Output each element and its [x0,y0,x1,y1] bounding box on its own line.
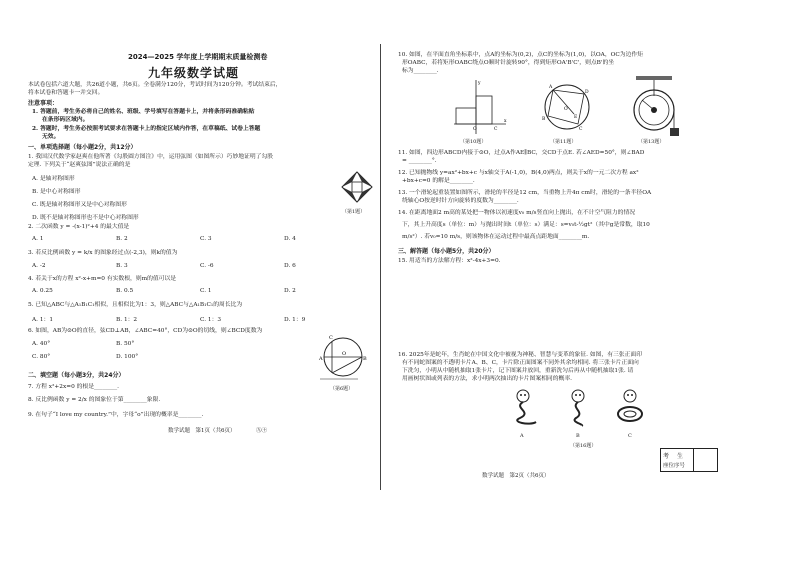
q16-line-4: 用画树状图或列表的方法，求小明两次抽出的卡片图案相同的概率. [402,376,572,382]
zhao-shuang-string-figure [340,170,374,204]
section3-title: 三、解答题（每小题5分，共20分） [398,248,495,255]
note-2: 2. 答题时，考生务必按照考试要求在答题卡上的指定区域内作答，在草稿纸、试卷上答题 [32,126,261,132]
q2-option-a: A. 1 [32,236,44,242]
q5-stem: 5. 已知△ABC与△A₁B₁C₁相似，且相似比为1：3，则△ABC与△A₁B₁C₁的周长比为 [28,302,243,308]
q3-option-d: D. 6 [284,263,296,269]
section1-title: 一、单项选择题（每小题2分，共12分） [28,144,137,151]
q4-option-c: C. 1 [200,288,212,294]
svg-text:B: B [542,117,546,122]
svg-text:E: E [574,115,578,120]
snake-card-a [517,390,536,424]
left-sheet [28,30,378,520]
footer-left-mark: ㊈㊉ [256,428,268,434]
q7-text: 7. 方程 x²+2x=0 的根是________. [28,384,120,390]
q16-line-2: 有不同蛇图案的不透明卡片A、B、C，卡片除正面图案不同外其余均相同. 将三张卡片正面向 [402,360,639,366]
q16-figure-caption: （第16题） [570,443,597,449]
footer-left: 数学试题 第1页（共6页） [168,428,236,434]
q14-line-2: 下，其上升高度s（单位：m）与抛出时间t（单位：s）满足：s=v₀t-½gt²（其中g是常数，取10 [402,222,650,228]
svg-text:C: C [579,127,583,132]
q3-stem: 3. 若反比例函数 y = k/x 的图象经过点(-2,3)，则k的值为 [28,250,178,256]
q12-blank: +bx+c=0 的解是________. [402,178,475,184]
q5-option-b: B. 1：2 [116,317,138,323]
q10-line-2: 形OABC，若将矩形OABC绕点O顺时针旋转90°，得到矩形OA'B'C'，则点B'的坐 [402,60,615,66]
q6-option-a: A. 40° [32,341,51,347]
q11-text: 11. 如图，四边形ABCD内接于⊙O，过点A作AE∥BC，交CD于点E. 若∠AED=50°，则∠BAD [398,150,645,156]
subject-title: 九年级数学试题 [148,66,240,80]
svg-text:D: D [585,90,589,95]
q1-figure-caption: （第1题） [342,209,366,215]
seat-label-number: 座位序号 [663,463,686,469]
svg-text:O: O [564,107,568,112]
card-label-c: C [628,433,632,439]
intro-line-2: 将本试卷和答题卡一并交回。 [28,90,104,96]
note-1: 1. 答题前，考生务必将自己的姓名、班级、学号填写在答题卡上，并将条形码准确粘贴 [32,109,255,115]
svg-text:C: C [329,335,333,341]
card-label-a: A [520,433,524,439]
q11-blank: = ________°. [402,158,437,164]
q3-option-b: B. 3 [116,263,128,269]
q6-option-b: B. 50° [116,341,135,347]
intro-line-1: 本试卷包括六道大题，共26道小题，共6页。全卷满分120分，考试时间为120分钟。考试结束后， [28,82,282,88]
svg-text:O: O [473,127,477,132]
q9-text: 9. 在句子“I love my country.”中，字母“o”出现的概率是________. [28,412,204,418]
q5-option-a: A. 1：1 [32,317,54,323]
seat-label-sheng: 生 [677,453,684,460]
footer-right: 数学试题 第2页（共6页） [482,473,550,479]
q10-coordinate-figure [448,78,508,136]
q1-option-c: C. 既是轴对称图形又是中心对称图形 [32,202,127,208]
svg-text:C: C [494,127,498,132]
q15-text: 15. 用适当的方法解方程：x²-4x+3=0. [398,258,501,264]
q1-option-d: D. 既不是轴对称图形也不是中心对称图形 [32,215,139,221]
q14-line-1: 14. 在距离地面2 m高的某处把一物体以初速度v₀ m/s竖直向上抛出，在不计空气阻力的情况 [398,210,636,216]
q5-option-d: D. 1：9 [284,317,306,323]
column-divider [380,44,381,490]
q1-option-b: B. 是中心对称图形 [32,189,81,195]
svg-text:A: A [549,85,553,90]
q12-text: 12. 已知抛物线 y=ax²+bx+c 与x轴交于A(-1,0)，B(4,0)两点，则关于x的一元二次方程 ax² [398,170,639,176]
q5-option-c: C. 1：3 [200,317,222,323]
snake-card-c [618,390,642,421]
q8-text: 8. 反比例函数 y = 2/x 的图象位于第________象限. [28,397,161,403]
q4-stem: 4. 若关于x的方程 x²-x+m=0 有实数根，则m的值可以是 [28,276,177,282]
q6-stem: 6. 如图，AB为⊙O的直径，弦CD⊥AB，∠ABC=40°，CD为⊙O的切线，则∠BCD度数为 [28,328,263,334]
note-2b: 无效。 [42,134,60,140]
q13-line-1: 13. 一个滑轮起重装置如图所示，滑轮的半径是12 cm，当重物上升4π cm时，滑轮的一条半径OA [398,190,652,196]
right-sheet [398,30,754,520]
q6-circle-figure [318,332,368,382]
svg-text:O: O [342,351,347,357]
svg-text:A: A [319,356,323,362]
q1-line-1: 1. 我国汉代数学家赵爽在他所著《勾股圆方图注》中，运用弦图（如图所示）巧妙地证明了勾股 [28,154,274,160]
q3-option-c: C. -6 [200,263,214,269]
seat-label-kao: 考 [663,453,670,460]
q4-option-d: D. 2 [284,288,296,294]
seat-number-box [660,448,718,472]
q3-option-a: A. -2 [32,263,46,269]
q13-pulley-figure [626,74,682,138]
card-label-b: B [576,433,580,439]
q10-figure-caption: （第10题） [460,139,487,145]
q2-option-d: D. 4 [284,236,296,242]
snake-cards-figure [508,386,648,434]
svg-text:B: B [363,356,367,362]
exam-title: 2024—2025 学年度上学期期末质量检测卷 [128,53,268,61]
q11-figure-caption: （第11题） [550,139,577,145]
svg-text:x: x [504,119,507,124]
q16-line-1: 16. 2025年是蛇年，生肖蛇在中国文化中被视为神秘、智慧与变革的象征. 如图，有三张正面印 [398,352,642,358]
svg-text:y: y [478,81,481,86]
q1-option-a: A. 是轴对称图形 [32,176,75,182]
q6-option-d: D. 100° [116,354,139,360]
q16-line-3: 下洗匀，小明从中随机抽取1张卡片，记下图案并放回，重新洗匀后再从中随机抽取1张. 请 [402,368,634,374]
q4-option-b: B. 0.5 [116,288,134,294]
q10-line-3: 标为________. [402,68,439,74]
notes-title: 注意事项： [28,100,59,107]
note-1b: 在条形码区域内。 [42,117,89,123]
q6-option-c: C. 80° [32,354,51,360]
q1-line-2: 定理. 下列关于“赵爽弦图”说法正确的是 [28,162,131,168]
q11-circle-figure [538,78,596,136]
q2-option-b: B. 2 [116,236,128,242]
q13-figure-caption: （第13题） [638,139,665,145]
q14-line-3: m/s²）. 若v₀=10 m/s，则该物体在运动过程中最高点距地面________m. [402,234,590,240]
q13-line-2: 绕轴心O按逆时针方向旋转的度数为________. [402,198,519,204]
q6-figure-caption: （第6题） [330,386,354,392]
q2-option-c: C. 3 [200,236,212,242]
seat-box-divider [693,449,694,471]
q2-stem: 2. 二次函数 y = -(x-1)²+4 的最大值是 [28,224,130,230]
q4-option-a: A. 0.25 [32,288,53,294]
snake-card-b [572,390,584,426]
q10-line-1: 10. 如图，在平面直角坐标系中，点A的坐标为(0,2)，点C的坐标为(1,0)，以OA，OC为边作矩 [398,52,643,58]
section2-title: 二、填空题（每小题3分，共24分） [28,372,125,379]
